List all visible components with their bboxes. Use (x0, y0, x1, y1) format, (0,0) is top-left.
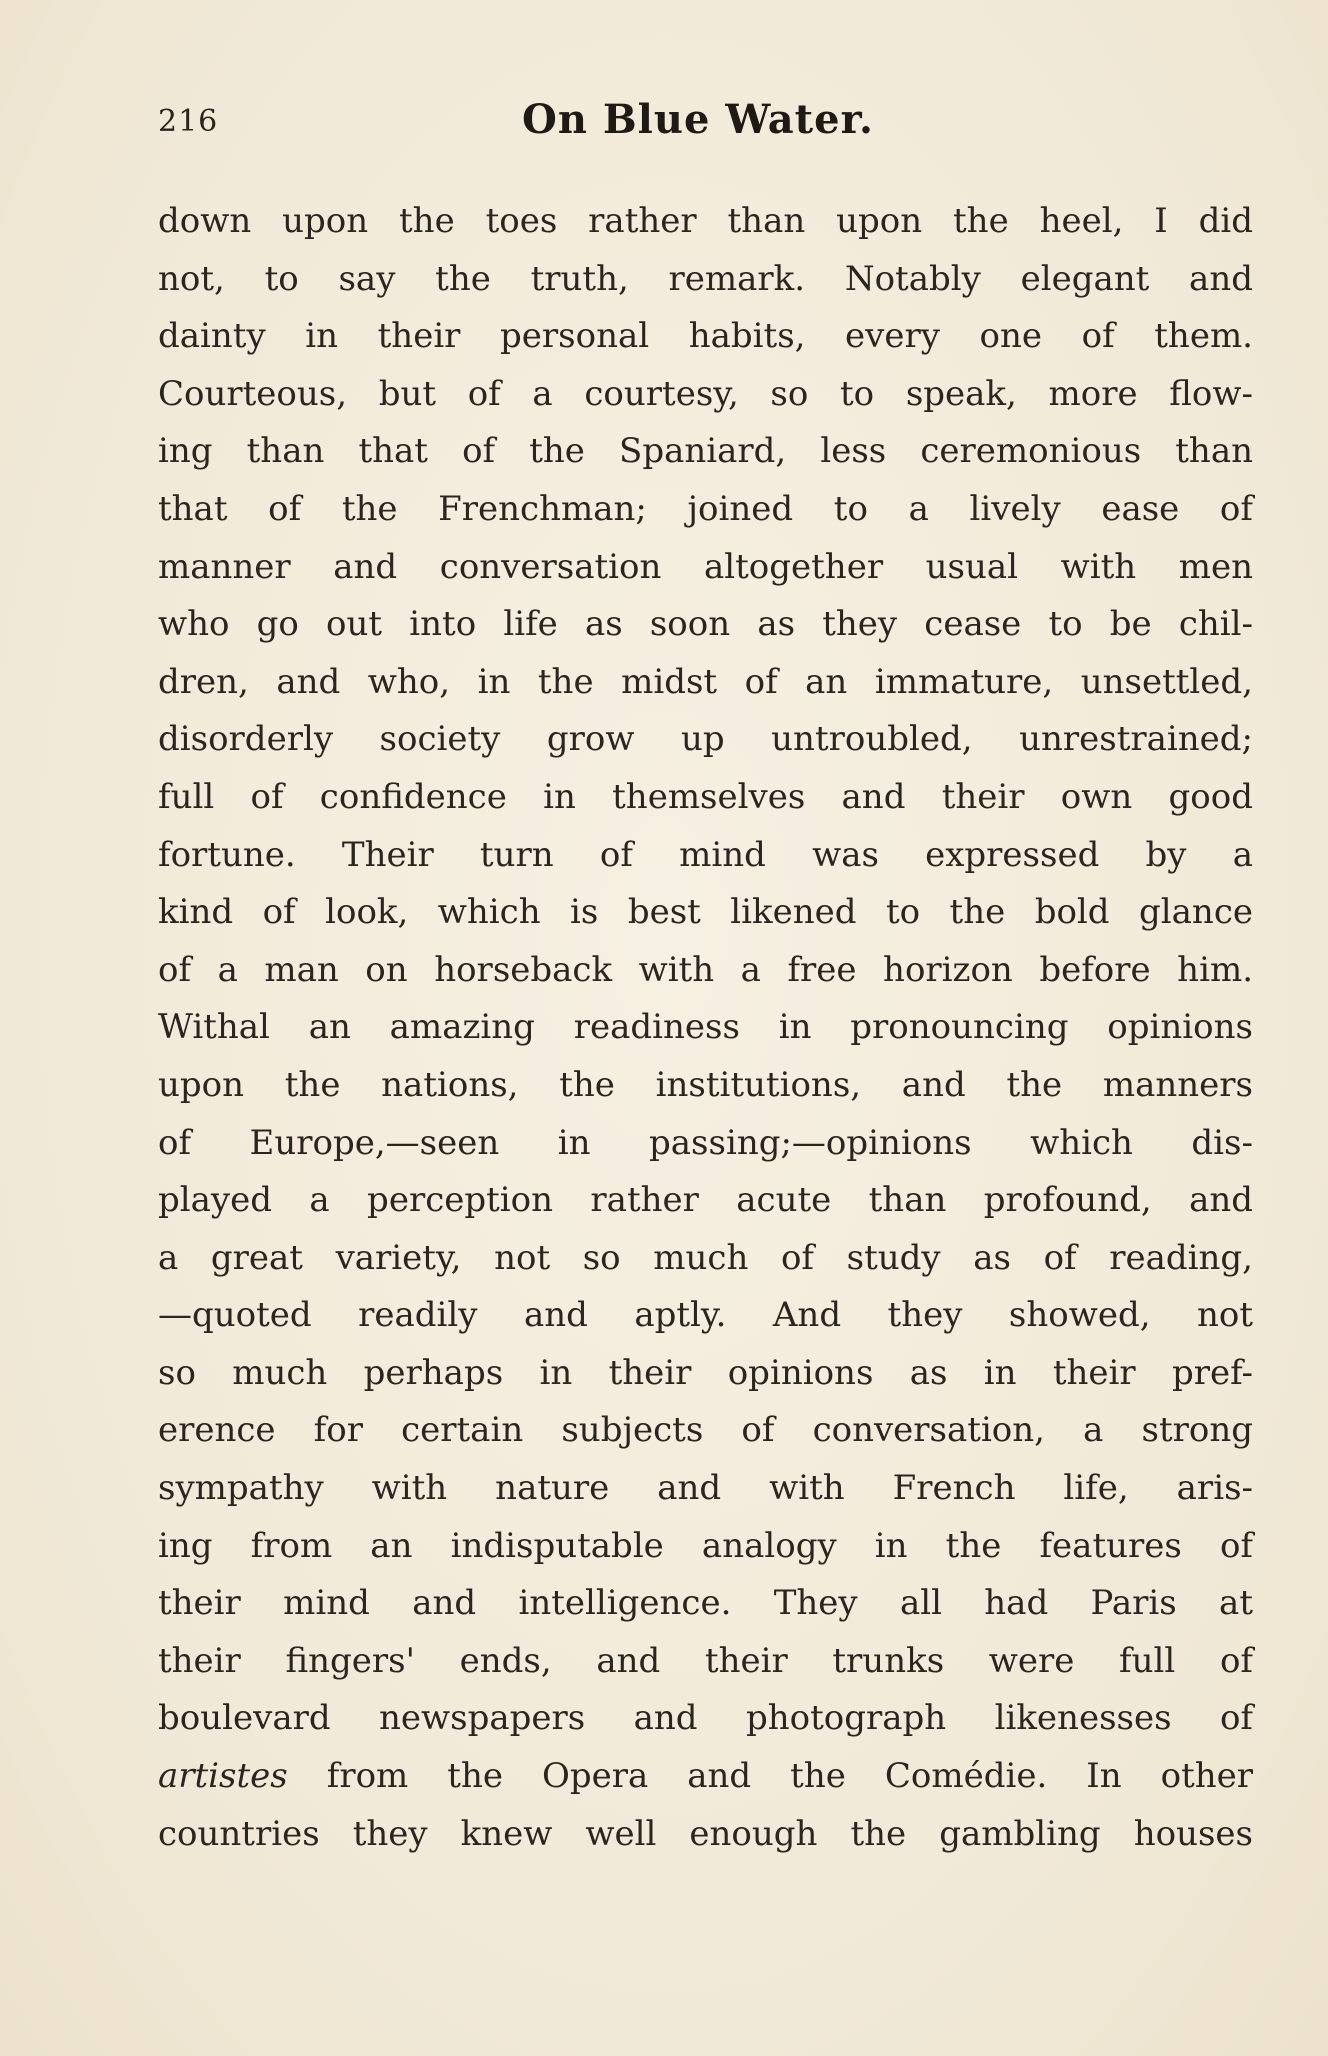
text-line: ing from an indisputable analogy in the features of (158, 1525, 1253, 1566)
text-line: disorderly society grow up untroubled, unrestrained; (158, 719, 1253, 760)
text-line: boulevard newspapers and photograph likenesses of (158, 1698, 1253, 1739)
text-line: of Europe,—seen in passing;—opinions which dis- (158, 1122, 1253, 1163)
text-line: manner and conversation altogether usual with men (158, 546, 1253, 587)
text-line: dainty in their personal habits, every one of them. (158, 316, 1253, 357)
text-line: a great variety, not so much of study as of reading, (158, 1237, 1253, 1278)
text-line: sympathy with nature and with French life, aris- (158, 1468, 1253, 1509)
text-line-mixed (158, 1748, 1253, 1806)
text-line: their mind and intelligence. They all had Paris at (158, 1583, 1253, 1624)
italic-word: artistes (158, 1756, 288, 1797)
page-header (158, 96, 1253, 156)
text-line: ing than that of the Spaniard, less ceremonious than (158, 431, 1253, 472)
text-line: —quoted readily and aptly. And they showed, not (158, 1295, 1253, 1336)
text-line: down upon the toes rather than upon the heel, I did (158, 201, 1253, 241)
text-line: of a man on horseback with a free horizon before him. (158, 949, 1253, 990)
text-line: not, to say the truth, remark. Notably elegant and (158, 258, 1253, 299)
text-line: countries they knew well enough the gambling houses (158, 1813, 1253, 1854)
text-span: from the Opera and the Comédie. In other (287, 1756, 1253, 1797)
text-line: Withal an amazing readiness in pronouncing opinions (158, 1007, 1253, 1048)
text-line: their fingers' ends, and their trunks were full of (158, 1640, 1253, 1681)
text-line: upon the nations, the institutions, and the manners (158, 1064, 1253, 1105)
body-text (158, 193, 1253, 1863)
text-line: full of confidence in themselves and their own good (158, 776, 1253, 817)
text-line: fortune. Their turn of mind was expressed by a (158, 834, 1253, 875)
text-line: dren, and who, in the midst of an immature, unsettled, (158, 661, 1253, 702)
page-number: 216 (158, 104, 219, 139)
text-line: played a perception rather acute than profound, and (158, 1180, 1253, 1221)
text-line: kind of look, which is best likened to the bold glance (158, 892, 1253, 933)
text-line: that of the Frenchman; joined to a lively ease of (158, 488, 1253, 529)
text-line: who go out into life as soon as they cease to be chil- (158, 604, 1253, 645)
text-line: so much perhaps in their opinions as in their pref- (158, 1352, 1253, 1393)
running-title: On Blue Water. (522, 96, 874, 143)
text-line: Courteous, but of a courtesy, so to speak, more flow- (158, 373, 1253, 414)
text-line: erence for certain subjects of conversation, a strong (158, 1410, 1253, 1451)
